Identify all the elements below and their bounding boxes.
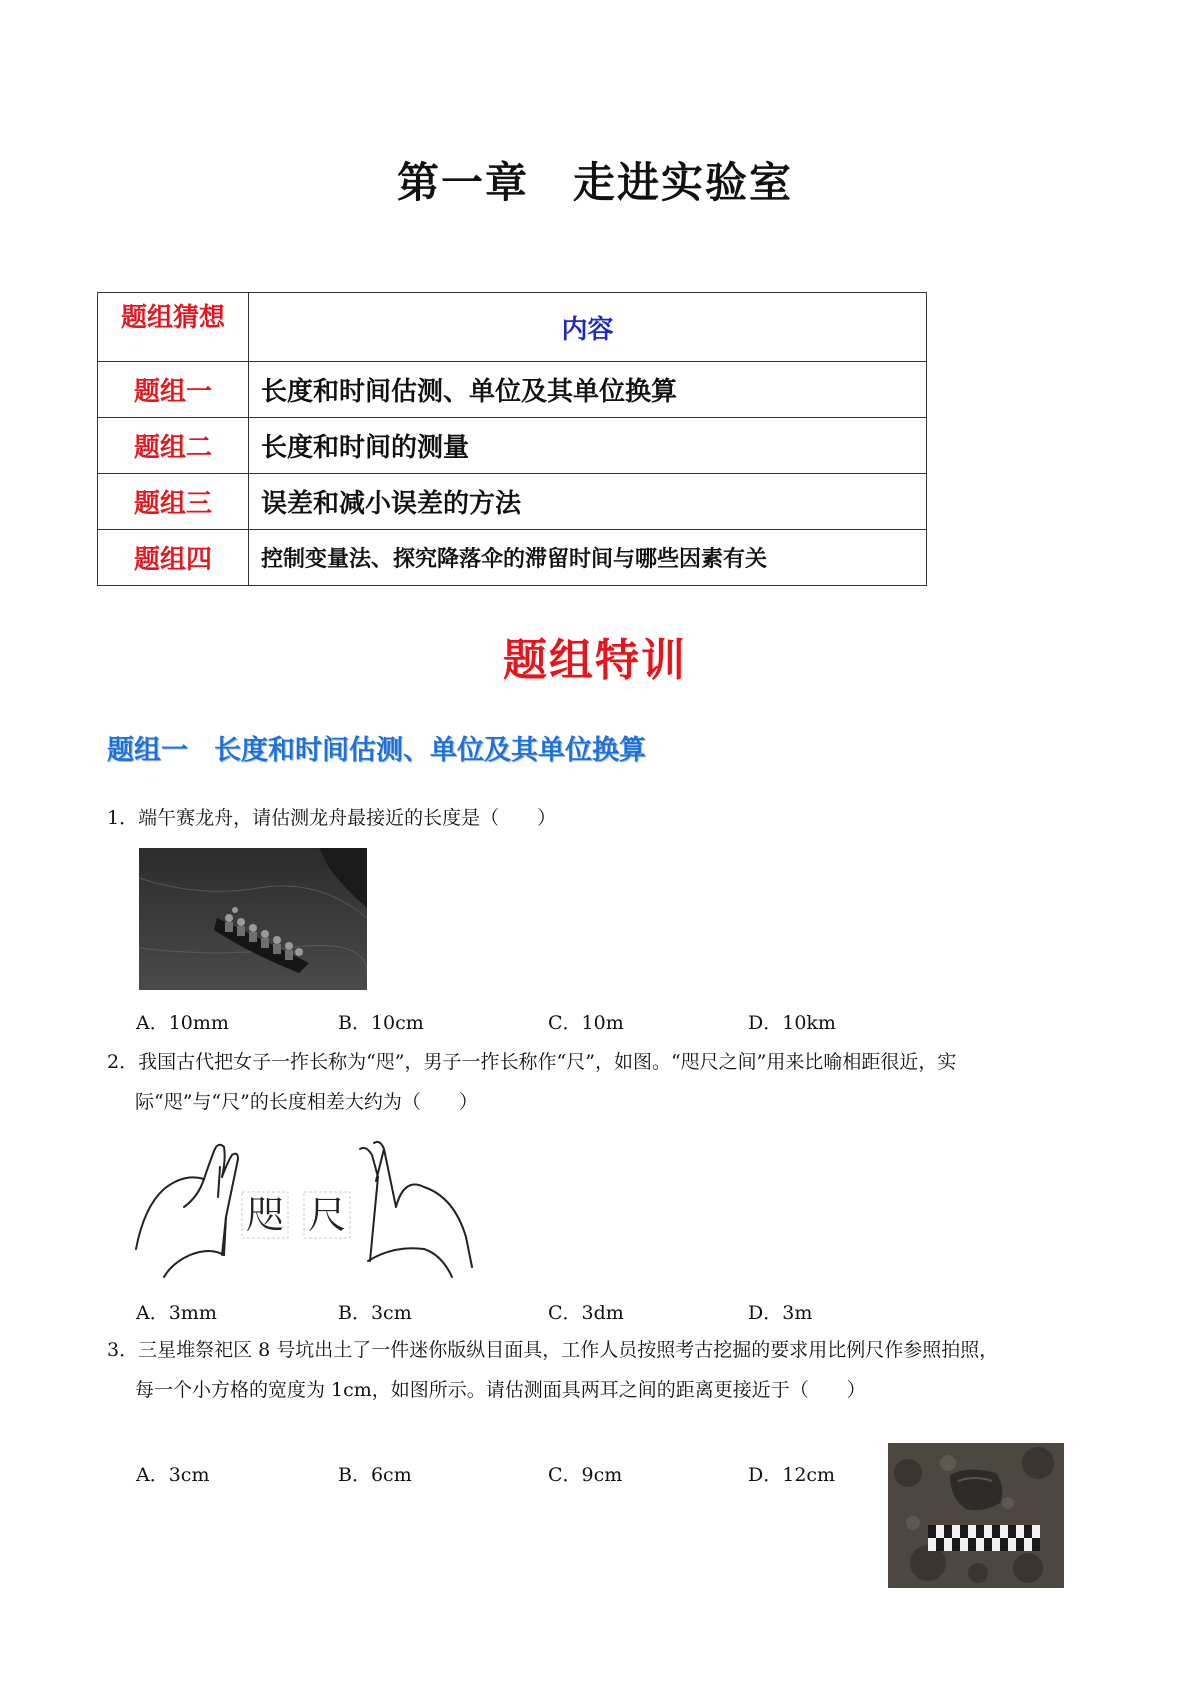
hands-illustration — [134, 1137, 504, 1282]
table-cell-group: 题组一 — [98, 362, 249, 418]
table-row — [98, 474, 927, 530]
hand-span-figure — [134, 1137, 504, 1282]
mask-with-scale-image — [888, 1443, 1064, 1588]
table-cell-group: 题组二 — [98, 418, 249, 474]
option-b[interactable]: B．6cm — [338, 1464, 412, 1486]
table-cell-content: 长度和时间的测量 — [249, 418, 927, 474]
question-number: 2． — [107, 1051, 139, 1073]
chapter-title: 第一章 走进实验室 — [396, 158, 793, 207]
question-stem-line-1: 3．三星堆祭祀区 8 号坑出土了一件迷你版纵目面具，工作人员按照考古挖掘的要求用比例尺作参照拍照， — [107, 1339, 999, 1361]
subsection-title: 长度和时间估测、单位及其单位换算 — [214, 735, 646, 766]
option-a[interactable]: A．3cm — [136, 1464, 210, 1486]
subsection-heading — [107, 728, 646, 767]
option-a[interactable]: A．10mm — [136, 1012, 229, 1034]
table-row — [98, 362, 927, 418]
table-header-row — [98, 293, 927, 362]
table-header-content: 内容 — [249, 293, 927, 362]
option-d[interactable]: D．10km — [748, 1012, 836, 1034]
section-title: 题组特训 — [503, 635, 687, 686]
subsection-label: 题组一 — [107, 735, 188, 766]
question-3 — [107, 1330, 1107, 1410]
option-d[interactable]: D．3m — [748, 1302, 813, 1324]
table-cell-content: 控制变量法、探究降落伞的滞留时间与哪些因素有关 — [249, 530, 927, 586]
option-c[interactable]: C．3dm — [548, 1302, 624, 1324]
question-group-table — [97, 292, 927, 586]
dragon-boat-photo — [139, 848, 367, 990]
table-row — [98, 418, 927, 474]
table-cell-group: 题组四 — [98, 530, 249, 586]
table-row — [98, 530, 927, 586]
dragon-boat-image — [139, 848, 367, 990]
table-cell-group: 题组三 — [98, 474, 249, 530]
char-zhi: 咫 — [245, 1193, 285, 1237]
table-cell-content: 长度和时间估测、单位及其单位换算 — [249, 362, 927, 418]
option-d[interactable]: D．12cm — [748, 1464, 836, 1486]
option-b[interactable]: B．3cm — [338, 1302, 412, 1324]
char-chi: 尺 — [307, 1193, 347, 1237]
option-c[interactable]: C．10m — [548, 1012, 624, 1034]
question-number: 1． — [107, 807, 139, 829]
table-cell-content: 误差和减小误差的方法 — [249, 474, 927, 530]
question-stem-line-1: 2．我国古代把女子一拃长称为“咫”，男子一拃长称作“尺”，如图。“咫尺之间”用来比喻相距很近，实 — [107, 1051, 957, 1073]
option-c[interactable]: C．9cm — [548, 1464, 623, 1486]
question-stem: 端午赛龙舟，请估测龙舟最接近的长度是（ ） — [138, 807, 557, 829]
table-header-group: 题组猜想 — [98, 293, 249, 362]
option-a[interactable]: A．3mm — [136, 1302, 217, 1324]
option-b[interactable]: B．10cm — [338, 1012, 424, 1034]
question-stem-line-2: 际“咫”与“尺”的长度相差大约为（ ） — [135, 1091, 478, 1113]
mask-artifact-photo — [888, 1443, 1064, 1588]
question-2 — [107, 1042, 1097, 1122]
question-number: 3． — [107, 1339, 139, 1361]
question-1 — [107, 798, 556, 838]
question-stem-line-2: 每一个小方格的宽度为 1cm，如图所示。请估测面具两耳之间的距离更接近于（ ） — [135, 1379, 866, 1401]
